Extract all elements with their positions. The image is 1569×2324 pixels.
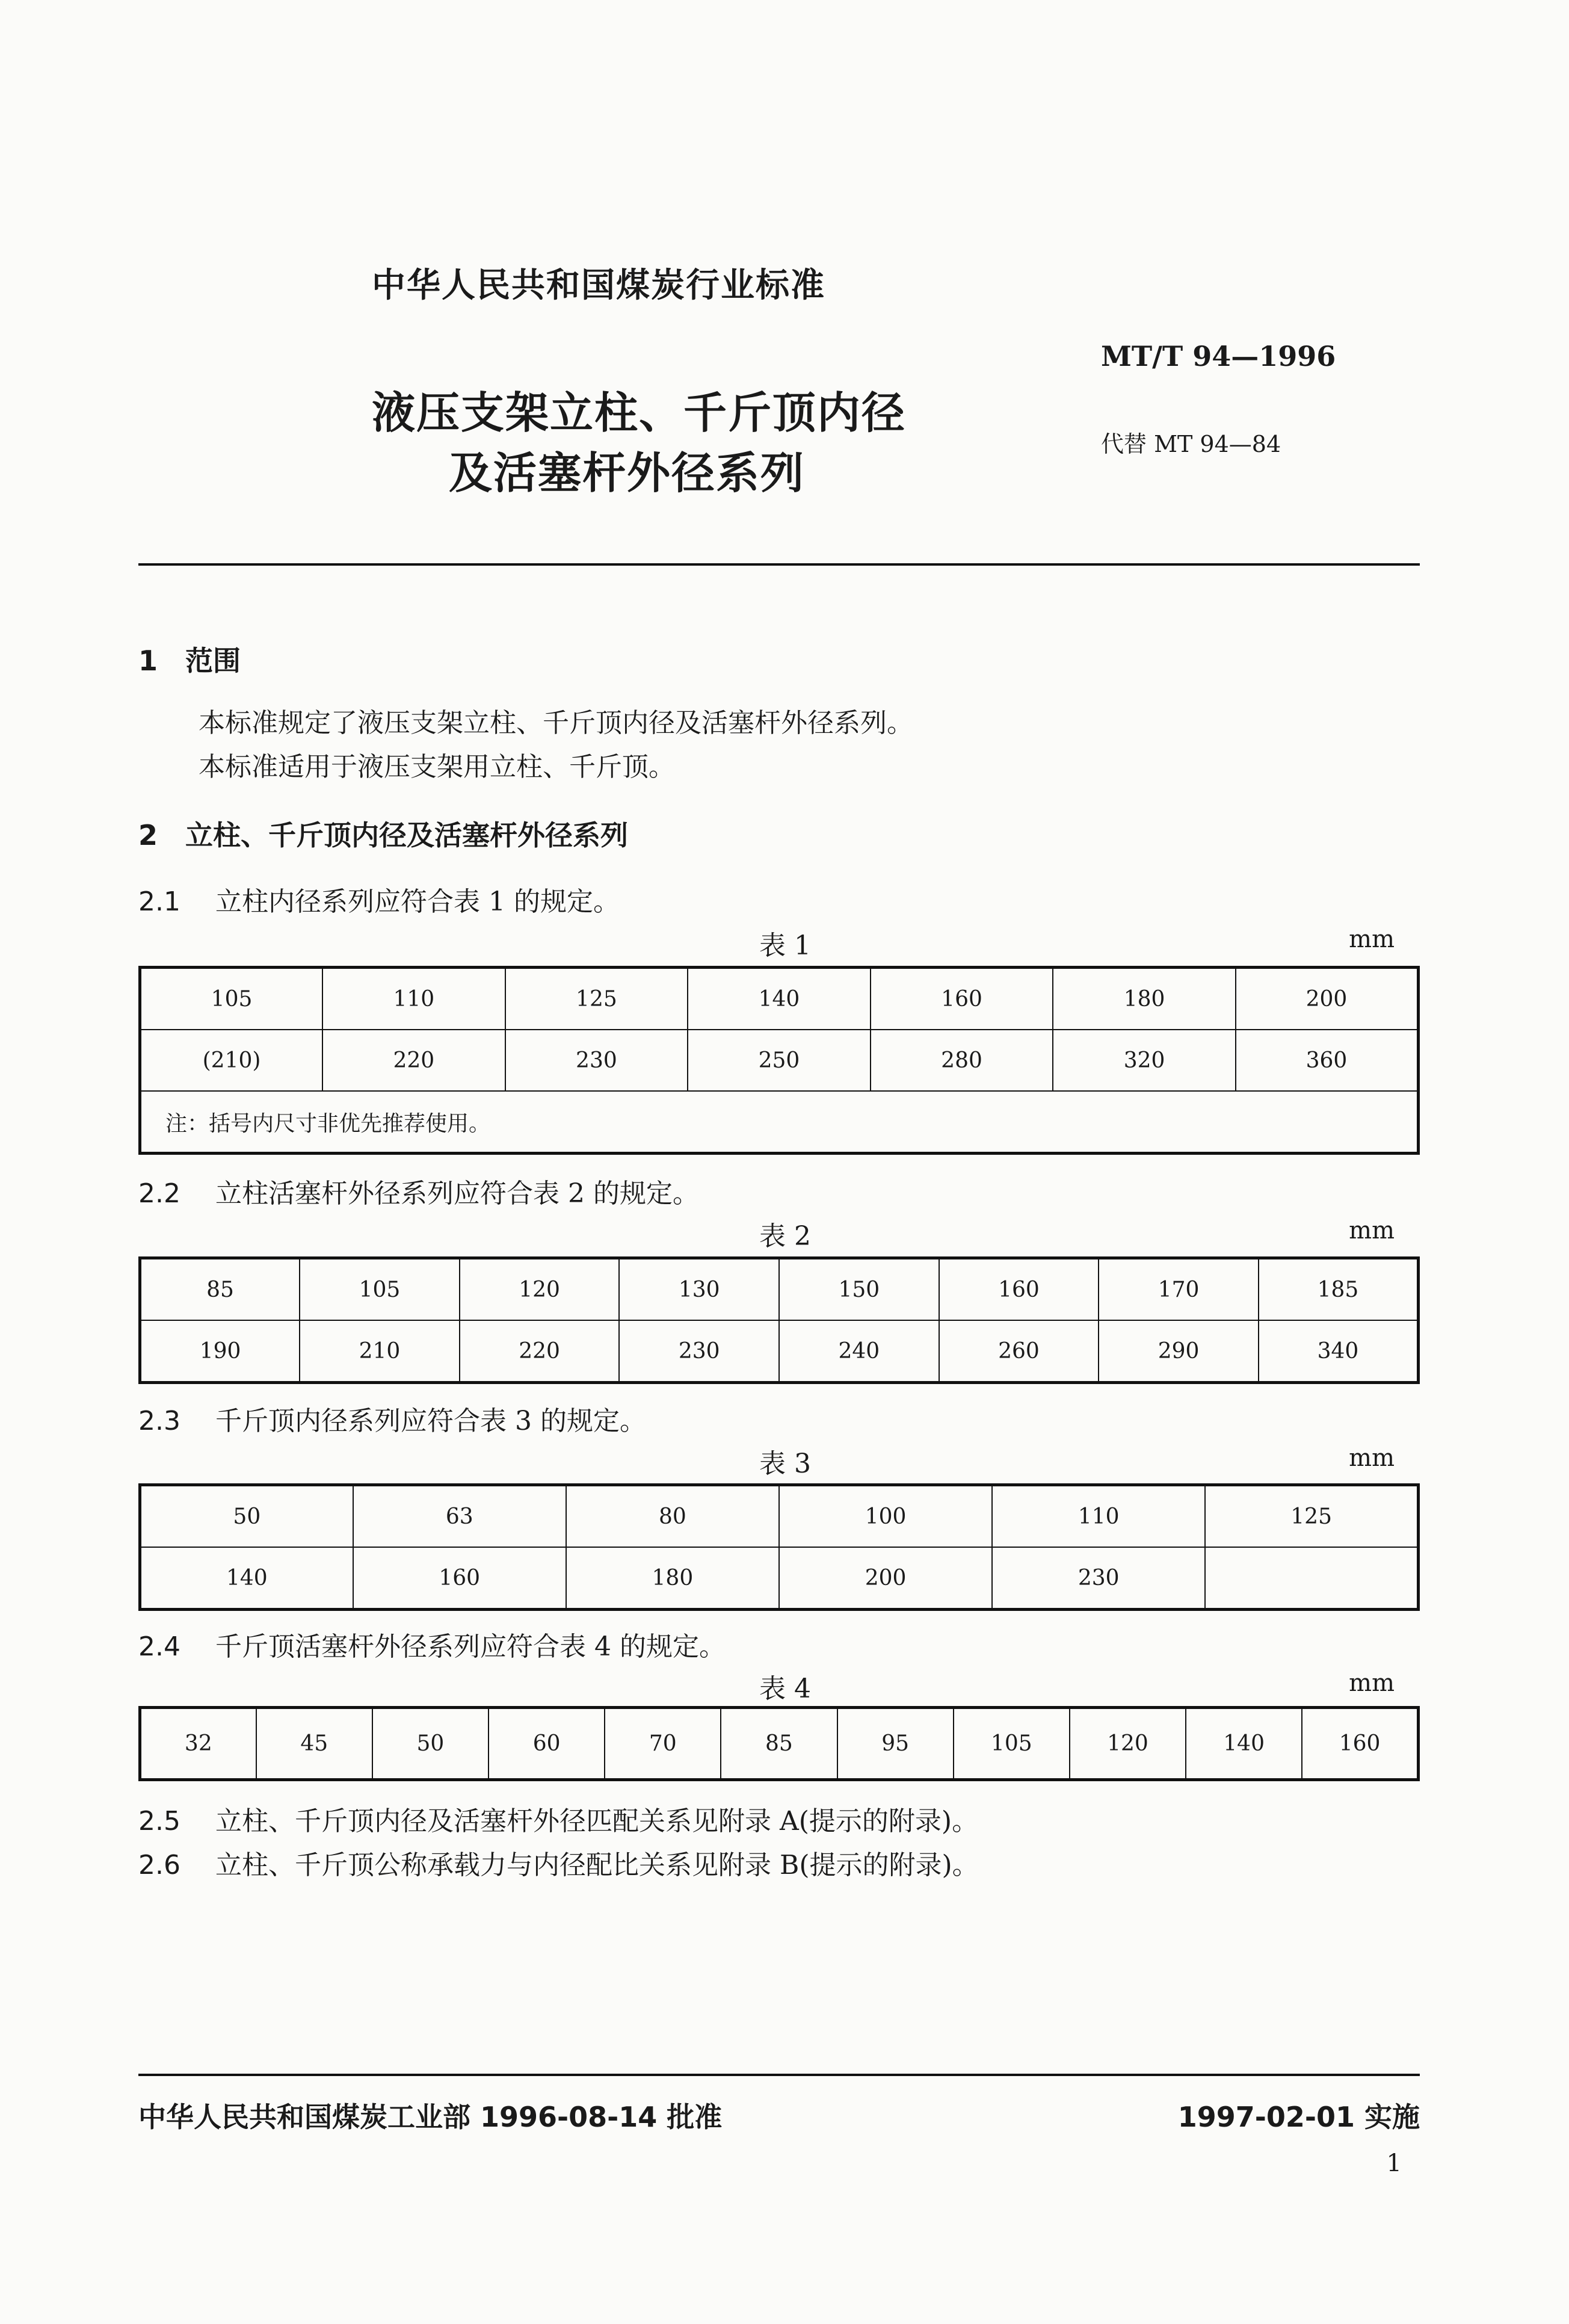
table-cell: 240 — [779, 1320, 939, 1383]
table-cell: 170 — [1099, 1258, 1259, 1321]
header-divider — [138, 563, 1420, 566]
table-cell: 210 — [300, 1320, 460, 1383]
table-cell: 230 — [619, 1320, 779, 1383]
table-4 — [138, 1706, 1420, 1781]
table-cell: 160 — [871, 968, 1053, 1030]
table-cell: 160 — [939, 1258, 1099, 1321]
table-cell: 280 — [871, 1030, 1053, 1091]
clause-2-4 — [138, 1625, 726, 1663]
table-cell: 120 — [1070, 1708, 1186, 1780]
clause-number: 2.6 — [138, 1850, 180, 1881]
table-cell: 105 — [140, 968, 323, 1030]
replaces-standard: 代替 MT 94—84 — [1101, 431, 1281, 457]
clause-text: 千斤顶内径系列应符合表 3 的规定。 — [215, 1406, 646, 1436]
table-2-title: 表 2 — [759, 1221, 811, 1252]
table-cell: 105 — [300, 1258, 460, 1321]
table-cell: 140 — [140, 1547, 353, 1610]
table-1-unit: mm — [1349, 926, 1395, 953]
table-4-unit: mm — [1349, 1669, 1395, 1697]
table-cell: 120 — [460, 1258, 620, 1321]
table-row — [140, 1320, 1419, 1383]
clause-number: 2.3 — [138, 1406, 180, 1436]
table-row — [140, 1485, 1419, 1548]
table-cell: 190 — [140, 1320, 300, 1383]
table-cell: 220 — [322, 1030, 505, 1091]
clause-text: 立柱、千斤顶公称承载力与内径配比关系见附录 B(提示的附录)。 — [215, 1850, 979, 1881]
section-2-heading: 2 立柱、千斤顶内径及活塞杆外径系列 — [138, 819, 629, 851]
table-row — [140, 1547, 1419, 1610]
table-cell: 180 — [566, 1547, 779, 1610]
clause-number: 2.4 — [138, 1631, 180, 1662]
table-cell: 185 — [1259, 1258, 1419, 1321]
table-cell: 63 — [353, 1485, 566, 1548]
clause-text: 立柱内径系列应符合表 1 的规定。 — [215, 886, 620, 917]
section-1-paragraph-1: 本标准规定了液压支架立柱、千斤顶内径及活塞杆外径系列。 — [199, 708, 913, 738]
table-cell: 160 — [1302, 1708, 1418, 1780]
table-cell: 50 — [140, 1485, 353, 1548]
document-title-line-2: 及活塞杆外径系列 — [449, 448, 806, 498]
table-row — [140, 1030, 1419, 1091]
table-cell: 340 — [1259, 1320, 1419, 1383]
table-cell: 200 — [779, 1547, 992, 1610]
table-1-title: 表 1 — [759, 930, 811, 961]
table-2 — [138, 1256, 1420, 1384]
table-cell: 180 — [1053, 968, 1236, 1030]
table-cell: 110 — [992, 1485, 1205, 1548]
clause-2-5 — [138, 1799, 978, 1838]
clause-2-1 — [138, 880, 620, 918]
table-note-row — [140, 1091, 1419, 1154]
table-row — [140, 968, 1419, 1030]
standard-code: MT/T 94—1996 — [1101, 340, 1336, 372]
clause-number: 2.2 — [138, 1178, 180, 1209]
table-cell: 360 — [1236, 1030, 1419, 1091]
table-cell: 230 — [505, 1030, 688, 1091]
table-cell: 150 — [779, 1258, 939, 1321]
table-cell: 70 — [605, 1708, 721, 1780]
approval-date: 中华人民共和国煤炭工业部 1996-08-14 批准 — [138, 2101, 723, 2133]
document-title-line-1: 液压支架立柱、千斤顶内径 — [372, 388, 907, 438]
table-cell: 110 — [322, 968, 505, 1030]
table-cell: 85 — [140, 1258, 300, 1321]
clause-text: 立柱、千斤顶内径及活塞杆外径匹配关系见附录 A(提示的附录)。 — [215, 1806, 979, 1837]
table-cell — [1205, 1547, 1418, 1610]
table-cell: 140 — [1186, 1708, 1302, 1780]
footer-divider — [138, 2074, 1420, 2076]
table-cell: 125 — [505, 968, 688, 1030]
table-cell: 105 — [954, 1708, 1070, 1780]
table-cell: 100 — [779, 1485, 992, 1548]
table-cell: 85 — [721, 1708, 837, 1780]
clause-2-6 — [138, 1843, 979, 1882]
table-row — [140, 1258, 1419, 1321]
table-cell: 220 — [460, 1320, 620, 1383]
table-row — [140, 1708, 1419, 1780]
page-number: 1 — [1386, 2149, 1402, 2177]
table-cell: 125 — [1205, 1485, 1418, 1548]
table-cell: (210) — [140, 1030, 323, 1091]
table-2-unit: mm — [1349, 1217, 1395, 1244]
table-cell: 200 — [1236, 968, 1419, 1030]
table-cell: 140 — [688, 968, 871, 1030]
table-1-note: 注：括号内尺寸非优先推荐使用。 — [140, 1091, 1419, 1154]
table-3-title: 表 3 — [759, 1448, 811, 1479]
table-cell: 95 — [837, 1708, 954, 1780]
table-cell: 230 — [992, 1547, 1205, 1610]
table-cell: 290 — [1099, 1320, 1259, 1383]
effective-date: 1997-02-01 实施 — [1177, 2101, 1420, 2133]
table-cell: 50 — [372, 1708, 489, 1780]
table-cell: 45 — [256, 1708, 372, 1780]
table-3 — [138, 1483, 1420, 1611]
table-1 — [138, 966, 1420, 1155]
clause-number: 2.5 — [138, 1806, 180, 1837]
clause-text: 千斤顶活塞杆外径系列应符合表 4 的规定。 — [215, 1631, 726, 1662]
table-cell: 32 — [140, 1708, 256, 1780]
section-1-heading: 1 范围 — [138, 644, 241, 677]
table-3-unit: mm — [1349, 1444, 1395, 1472]
table-4-title: 表 4 — [759, 1673, 811, 1704]
table-cell: 160 — [353, 1547, 566, 1610]
issuing-authority: 中华人民共和国煤炭行业标准 — [372, 266, 825, 305]
section-1-paragraph-2: 本标准适用于液压支架用立柱、千斤顶。 — [199, 752, 675, 782]
table-cell: 260 — [939, 1320, 1099, 1383]
clause-number: 2.1 — [138, 886, 180, 917]
table-cell: 320 — [1053, 1030, 1236, 1091]
table-cell: 130 — [619, 1258, 779, 1321]
clause-2-2 — [138, 1172, 699, 1210]
table-cell: 250 — [688, 1030, 871, 1091]
clause-2-3 — [138, 1399, 646, 1438]
table-cell: 80 — [566, 1485, 779, 1548]
table-cell: 60 — [489, 1708, 605, 1780]
clause-text: 立柱活塞杆外径系列应符合表 2 的规定。 — [215, 1178, 699, 1209]
